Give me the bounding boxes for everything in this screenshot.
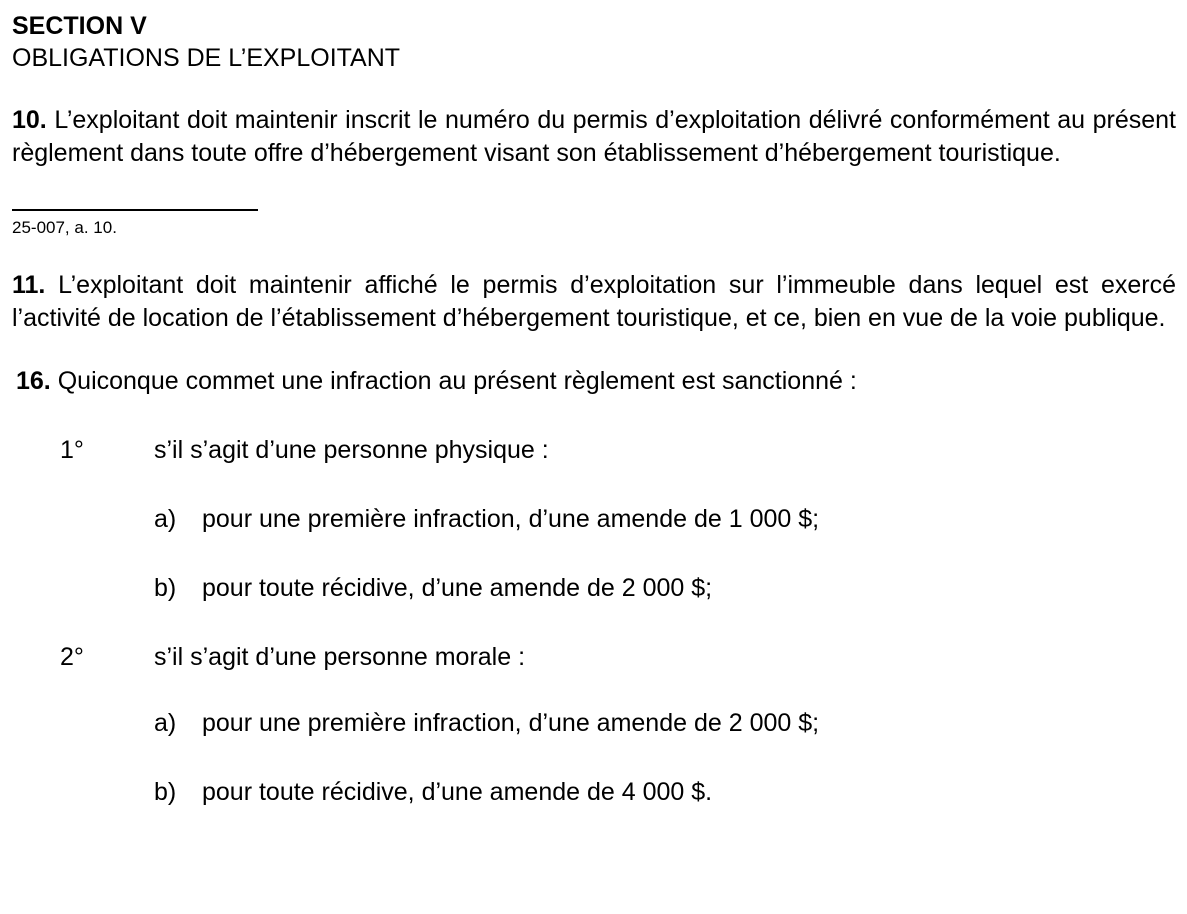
paragraph-2-item-b [12, 776, 1176, 809]
article-11-number: 11. [12, 271, 46, 299]
paragraph-2-number: 2° [60, 643, 84, 671]
article-10 [12, 104, 1176, 170]
article-10-text: L’exploitant doit maintenir inscrit le numéro du permis d’exploitation délivré conformément au présent règlement dans toute offre d’hébergement visant son établissement d’hébergement touristique. [12, 106, 1176, 167]
item-text: pour toute récidive, d’une amende de 2 000 $; [202, 574, 713, 602]
paragraph-1-number: 1° [60, 436, 84, 464]
item-text: pour toute récidive, d’une amende de 4 000 $. [202, 778, 713, 806]
paragraph-2 [12, 641, 1176, 674]
item-text: pour une première infraction, d’une amende de 2 000 $; [202, 709, 820, 737]
item-label: a) [154, 709, 177, 737]
document-page [12, 10, 1176, 809]
paragraph-1-text: s’il s’agit d’une personne physique : [154, 436, 549, 464]
article-16-number: 16. [16, 367, 51, 395]
item-text: pour une première infraction, d’une amende de 1 000 $; [202, 505, 820, 533]
article-10-number: 10. [12, 106, 47, 134]
section-title: SECTION V [12, 12, 147, 40]
paragraph-1 [12, 434, 1176, 467]
footnote-divider [12, 209, 258, 211]
article-16 [12, 365, 1176, 398]
paragraph-2-item-a [12, 707, 1176, 740]
article-11-text: L’exploitant doit maintenir affiché le permis d’exploitation sur l’immeuble dans lequel est exercé l’activité de location de l’établissement d’hébergement touristique, et ce, bien en vue de la voie publique. [12, 271, 1176, 332]
item-label: b) [154, 778, 177, 806]
paragraph-2-text: s’il s’agit d’une personne morale : [154, 643, 526, 671]
article-16-text: Quiconque commet une infraction au présent règlement est sanctionné : [57, 367, 857, 395]
section-subtitle: OBLIGATIONS DE L’EXPLOITANT [12, 44, 401, 72]
item-label: a) [154, 505, 177, 533]
article-10-footnote: 25-007, a. 10. [12, 218, 117, 237]
paragraph-1-item-b [12, 572, 1176, 605]
paragraph-1-item-a [12, 503, 1176, 536]
article-11 [12, 269, 1176, 335]
item-label: b) [154, 574, 177, 602]
